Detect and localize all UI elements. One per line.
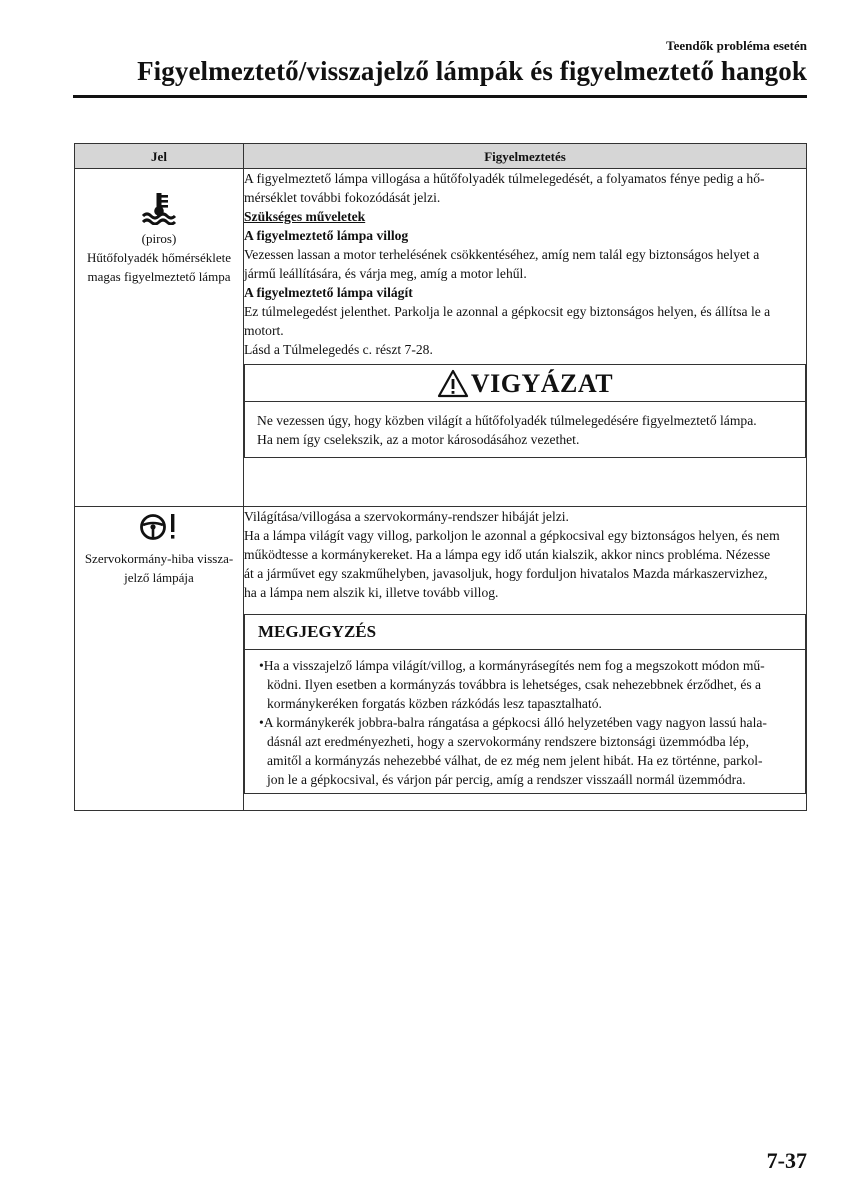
symbol-label-line: jelző lámpája (124, 570, 194, 585)
caution-box (244, 364, 806, 458)
title-rule (73, 95, 807, 98)
body-line: ha a lámpa nem alszik ki, illetve tovább villog. (244, 585, 499, 600)
note-line: •Ha a visszajelző lámpa világít/villog, a kormányrásegítés nem fog a megszokott módon mű- (259, 658, 765, 673)
caution-line: Ne vezessen úgy, hogy közben világít a hűtőfolyadék túlmelegedésére figyelmeztető lámpa. (257, 413, 757, 428)
symbol-label-line: Hűtőfolyadék hőmérséklete (86, 250, 232, 265)
symbol-cell (75, 169, 244, 507)
table-row (75, 507, 807, 811)
symbol-cell (75, 507, 244, 811)
actions-heading: Szükséges műveletek (244, 209, 366, 224)
symbol-label-line: Szervokormány-hiba vissza- (84, 551, 234, 566)
table-row (75, 169, 807, 507)
caution-body (245, 402, 805, 457)
body-line: A figyelmeztető lámpa villogása a hűtőfolyadék túlmelegedését, a folyamatos fénye pedig a hő- (244, 171, 765, 186)
body-line: át a járművet egy szakműhelyben, javasoljuk, hogy forduljon hivatalos Mazda márkaszervizhez, (244, 566, 768, 581)
body-line: Vezessen lassan a motor terhelésének csökkentéséhez, amíg nem talál egy biztonságos helyet a (244, 247, 760, 262)
body-line: Világítása/villogása a szervokormány-rendszer hibáját jelzi. (244, 509, 569, 524)
body-line: Ez túlmelegedést jelenthet. Parkolja le azonnal a gépkocsit egy biztonságos helyen, és állítsa le a (244, 304, 771, 319)
note-line: amitől a kormányzás nehezebbé válhat, de ez még nem jelent hibát. Ha ez történne, parkol- (267, 753, 763, 768)
caution-line: Ha nem így cselekszik, az a motor károsodásához vezethet. (257, 432, 580, 447)
blink-heading: A figyelmeztető lámpa villog (244, 228, 409, 243)
description-cell (244, 507, 807, 811)
note-line: ködni. Ilyen esetben a kormányzás továbbra is lehetséges, csak nehezebbnek érződhet, és a (267, 677, 762, 692)
body-line: Lásd a Túlmelegedés c. részt 7-28. (244, 342, 433, 357)
power-steering-warning-icon (75, 511, 243, 543)
warning-lights-table (74, 143, 807, 811)
body-line: működtesse a kormánykereket. Ha a lámpa egy idő után kialszik, akkor nincs probléma. Nézesse (244, 547, 771, 562)
lit-heading: A figyelmeztető lámpa világít (244, 285, 413, 300)
description-cell (244, 169, 807, 507)
note-line: •A kormánykerék jobbra-balra rángatása a gépkocsi álló helyzetében vagy nagyon lassú hala- (259, 715, 767, 730)
note-line: dásnál azt eredményezheti, hogy a szervokormány rendszere biztonsági üzemmódba lép, (267, 734, 750, 749)
note-title: MEGJEGYZÉS (245, 615, 805, 650)
note-box (244, 614, 806, 794)
column-header-symbol: Jel (75, 144, 244, 169)
body-line: Ha a lámpa világít vagy villog, parkoljon le azonnal a gépkocsival egy biztonságos helyen, és nem (244, 528, 780, 543)
note-line: jon le a gépkocsival, és várjon pár percig, amíg a rendszer visszaáll normál üzemmódra. (267, 772, 746, 787)
body-line: mérséklet további fokozódását jelzi. (244, 190, 441, 205)
symbol-label-line: magas figyelmeztető lámpa (87, 269, 231, 284)
coolant-temperature-icon (75, 191, 243, 225)
caution-title-text: VIGYÁZAT (470, 368, 614, 398)
section-label: Teendők probléma esetén (666, 38, 807, 53)
note-line: kormánykeréken forgatás közben rázkódás lesz tapasztalható. (267, 696, 602, 711)
body-line: motort. (244, 323, 284, 338)
caution-title (245, 365, 805, 402)
note-body (245, 650, 805, 793)
column-header-warning: Figyelmeztetés (244, 144, 807, 169)
color-note: (piros) (141, 231, 177, 246)
warning-triangle-icon (437, 369, 469, 398)
page-title: Figyelmeztető/visszajelző lámpák és figyelmeztető hangok (137, 56, 807, 86)
table-header-row (75, 144, 807, 169)
page-number: 7-37 (766, 1148, 807, 1173)
body-line: jármű leállítására, és várja meg, amíg a motor lehűl. (244, 266, 527, 281)
